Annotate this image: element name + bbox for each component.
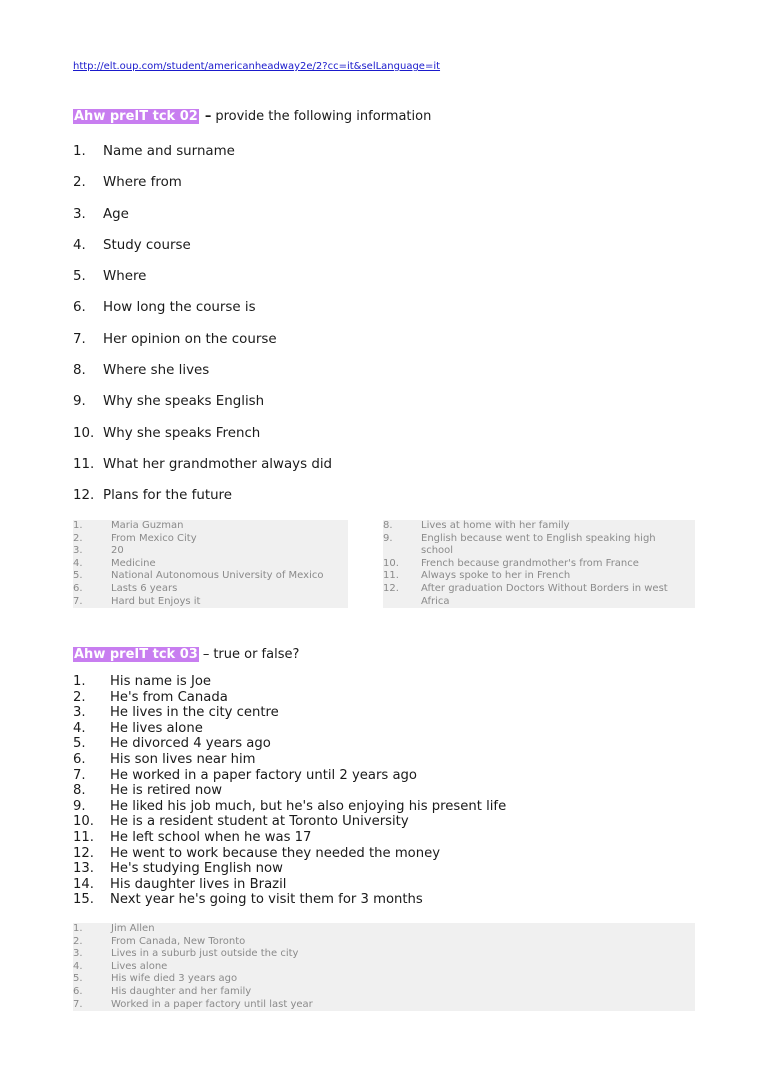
list-item: 8. Where she lives bbox=[73, 363, 210, 379]
list-item: 10. Why she speaks French bbox=[73, 425, 261, 441]
answer-row: 7. Hard but Enjoys it bbox=[73, 595, 201, 607]
answer-row: 2. From Mexico City bbox=[73, 532, 197, 544]
list-item: 11. He left school when he was 17 bbox=[73, 829, 312, 845]
track-tag: Ahw preIT tck 03 bbox=[74, 647, 198, 662]
answer-row: 2. From Canada, New Toronto bbox=[73, 935, 246, 947]
answer-row: 4. Lives alone bbox=[73, 960, 168, 972]
list-item: 14. His daughter lives in Brazil bbox=[73, 876, 287, 892]
answer-row: 7. Worked in a paper factory until last year bbox=[73, 998, 313, 1010]
answers-box-right bbox=[383, 520, 695, 608]
list-item: 2. Where from bbox=[73, 175, 182, 191]
list-item: 7. He worked in a paper factory until 2 years ago bbox=[73, 767, 418, 783]
list-item: 5. He divorced 4 years ago bbox=[73, 736, 271, 752]
heading-text: true or false? bbox=[213, 647, 300, 662]
answers-box-left bbox=[73, 520, 348, 608]
heading-dash: – bbox=[204, 109, 212, 124]
questions-list-1 bbox=[73, 144, 332, 520]
section-heading-2 bbox=[73, 647, 299, 662]
list-item: 4. Study course bbox=[73, 237, 191, 253]
answer-row: 3. Lives in a suburb just outside the city bbox=[73, 948, 299, 960]
list-item: 12. Plans for the future bbox=[73, 488, 233, 504]
list-item: 4. He lives alone bbox=[73, 720, 203, 736]
list-item: 7. Her opinion on the course bbox=[73, 331, 277, 347]
list-item: 1. Name and surname bbox=[73, 144, 235, 159]
list-item: 1. His name is Joe bbox=[73, 674, 212, 689]
list-item: 13. He's studying English now bbox=[73, 861, 283, 877]
heading-dash: – bbox=[202, 647, 210, 662]
answer-row: 5. His wife died 3 years ago bbox=[73, 973, 238, 985]
answers-box-2 bbox=[73, 923, 695, 1011]
answer-row: 6. His daughter and her family bbox=[73, 985, 252, 997]
list-item: 9. Why she speaks English bbox=[73, 394, 265, 410]
list-item: 11. What her grandmother always did bbox=[73, 456, 333, 472]
list-item: 9. He liked his job much, but he's also enjoying his present life bbox=[73, 798, 507, 814]
track-tag: Ahw preIT tck 02 bbox=[74, 109, 198, 124]
answer-row: 3. 20 bbox=[73, 545, 124, 557]
answer-row: 9. English because went to English speaking high school bbox=[383, 532, 656, 557]
answer-row: 10. French because grandmother's from France bbox=[383, 557, 639, 569]
list-item: 5. Where bbox=[73, 269, 147, 285]
list-item: 3. Age bbox=[73, 206, 129, 222]
list-item: 6. How long the course is bbox=[73, 300, 256, 316]
list-item: 2. He's from Canada bbox=[73, 689, 228, 705]
answer-row: 11. Always spoke to her in French bbox=[383, 570, 571, 582]
list-item: 15. Next year he's going to visit them for 3 months bbox=[73, 892, 423, 908]
list-item: 3. He lives in the city centre bbox=[73, 705, 279, 721]
list-item: 8. He is retired now bbox=[73, 783, 223, 799]
resource-link[interactable]: http://elt.oup.com/student/americanheadway2e/2?cc=it&selLanguage=it bbox=[73, 61, 441, 72]
answer-row: 1. Jim Allen bbox=[73, 923, 155, 934]
answer-row: 5. National Autonomous University of Mexico bbox=[73, 570, 324, 582]
section-heading-1 bbox=[73, 109, 431, 124]
answer-row: 8. Lives at home with her family bbox=[383, 520, 570, 531]
list-item: 6. His son lives near him bbox=[73, 751, 256, 767]
questions-list-2 bbox=[73, 674, 506, 908]
list-item: 10. He is a resident student at Toronto University bbox=[73, 814, 409, 830]
answer-row: 12. After graduation Doctors Without Borders in west Africa bbox=[383, 582, 668, 607]
answer-row: 4. Medicine bbox=[73, 557, 156, 569]
answer-row: 6. Lasts 6 years bbox=[73, 582, 178, 594]
list-item: 12. He went to work because they needed the money bbox=[73, 845, 441, 861]
heading-text: provide the following information bbox=[215, 109, 432, 124]
answer-row: 1. Maria Guzman bbox=[73, 520, 184, 531]
